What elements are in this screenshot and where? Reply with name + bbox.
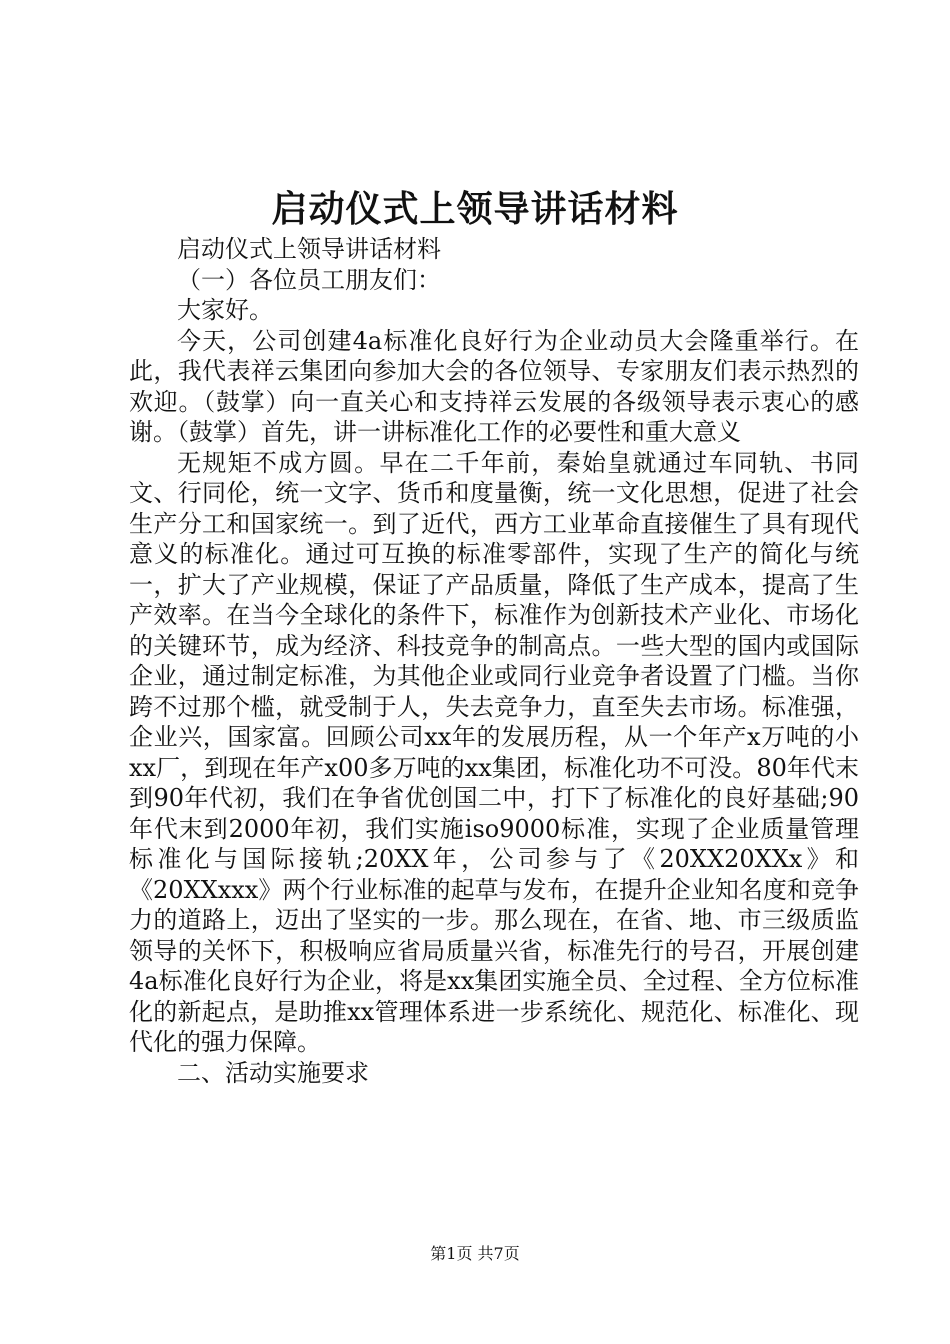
paragraph-subtitle: 启动仪式上领导讲话材料 [177, 235, 441, 263]
page-footer: 第1页 共7页 [430, 1244, 520, 1263]
page-title: 启动仪式上领导讲话材料 [271, 188, 679, 230]
paragraph-opening: 今天，公司创建4a标准化良好行为企业动员大会隆重举行。在此，我代表祥云集团向参加大会的各位领导、专家朋友们表示热烈的欢迎。（鼓掌）向一直关心和支持祥云发展的各级领导表示衷心的感谢。（鼓掌）首先，讲一讲标准化工作的必要性和重大意义 [129, 326, 859, 446]
document-body [129, 234, 859, 1088]
paragraph-significance: 无规矩不成方圆。早在二千年前，秦始皇就通过车同轨、书同文、行同伦，统一文字、货币和度量衡，统一文化思想，促进了社会生产分工和国家统一。到了近代，西方工业革命直接催生了具有现代意义的标准化。通过可互换的标准零部件，实现了生产的简化与统一，扩大了产业规模，保证了产品质量，降低了生产成本，提高了生产效率。在当今全球化的条件下，标准作为创新技术产业化、市场化的关键环节，成为经济、科技竞争的制高点。一些大型的国内或国际企业，通过制定标准，为其他企业或同行业竞争者设置了门槛。当你跨不过那个槛，就受制于人，失去竞争力，直至失去市场。标准强，企业兴，国家富。回顾公司xx年的发展历程，从一个年产x万吨的小xx厂，到现在年产x00多万吨的xx集团，标准化功不可没。80年代末到90年代初，我们在争省优创国二中，打下了标准化的良好基础;90年代末到2000年初，我们实施iso9000标准，实现了企业质量管理标准化与国际接轨;20XX年，公司参与了《20XX20XXx》和《20XXxxx》两个行业标准的起草与发布，在提升企业知名度和竞争力的道路上，迈出了坚实的一步。那么现在，在省、地、市三级质监领导的关怀下，积极响应省局质量兴省，标准先行的号召，开展创建4a标准化良好行为企业，将是xx集团实施全员、全过程、全方位标准化的新起点，是助推xx管理体系进一步系统化、规范化、标准化、现代化的强力保障。 [129, 448, 859, 1056]
paragraph-salutation: （一）各位员工朋友们： [177, 265, 441, 294]
paragraph-greeting: 大家好。 [177, 296, 273, 324]
section-heading-requirements: 二、活动实施要求 [177, 1058, 369, 1087]
